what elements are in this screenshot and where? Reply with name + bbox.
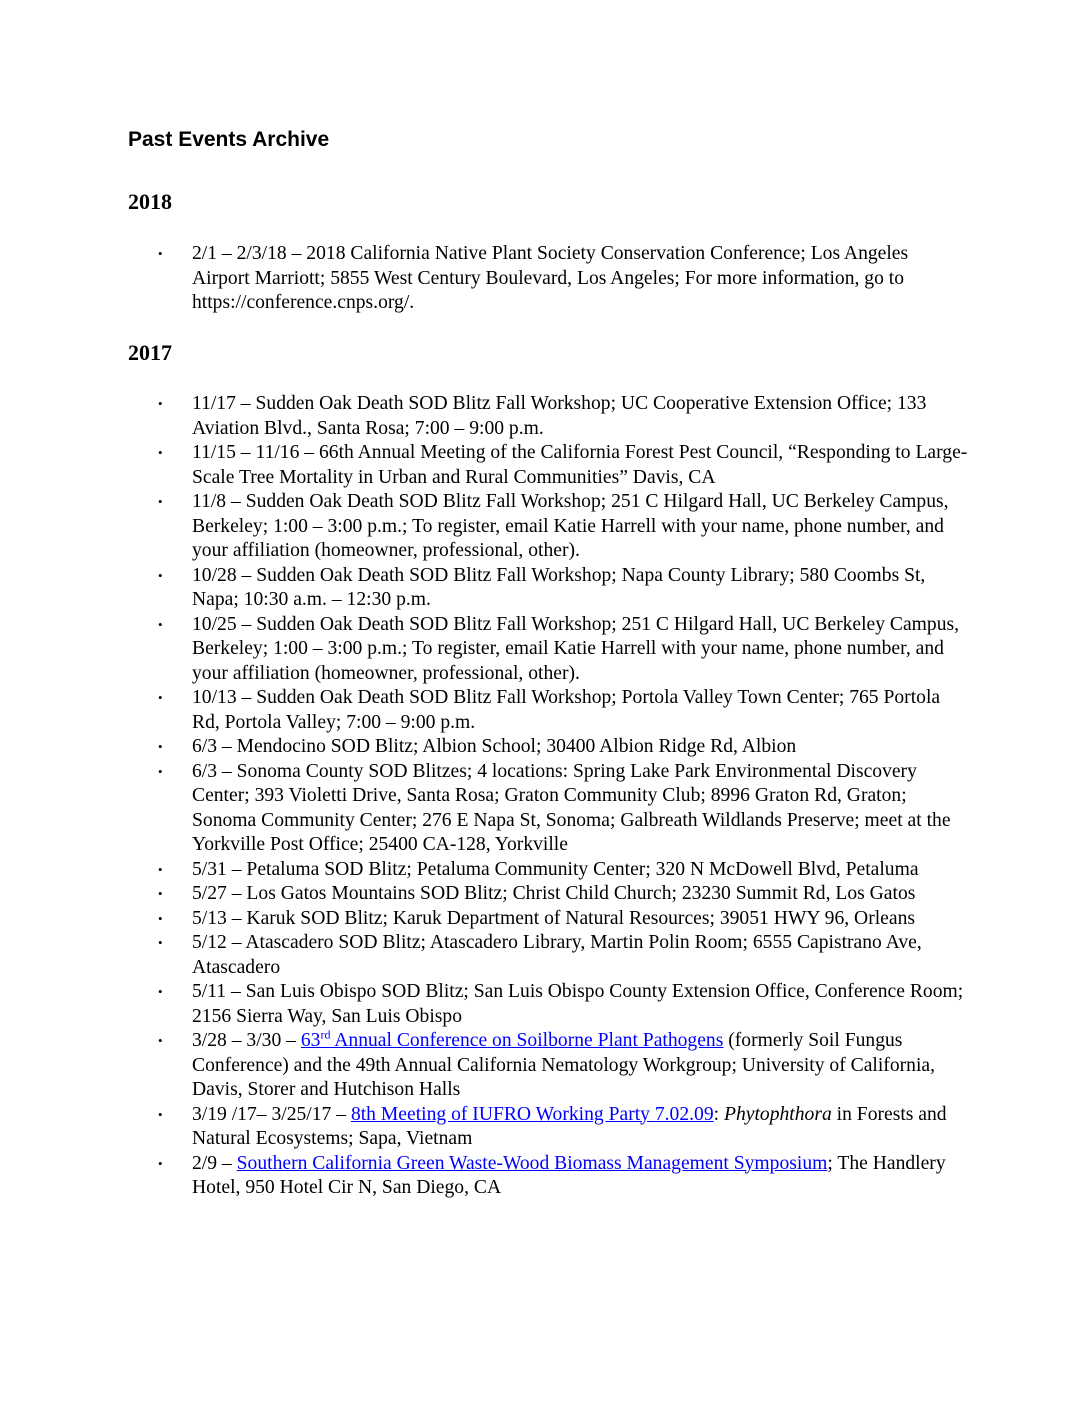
list-item: • 2/9 – Southern California Green Waste-Wood Biomass Management Symposium; The Handlery Hotel, 950 Hotel Cir N, San Diego, CA bbox=[158, 1152, 946, 1198]
list-item: • 10/25 – Sudden Oak Death SOD Blitz Fall Workshop; 251 C Hilgard Hall, UC Berkeley Campus, Berkeley; 1:00 – 3:00 p.m.; To register, email Katie Harrell with your name, phone number, and your affiliation (homeowner, professional, other). bbox=[158, 613, 960, 684]
list-item: • 11/17 – Sudden Oak Death SOD Blitz Fall Workshop; UC Cooperative Extension Office; 133 Aviation Blvd., Santa Rosa; 7:00 – 9:00 p.m. bbox=[158, 393, 927, 439]
bullet-icon: • bbox=[158, 1106, 163, 1122]
iufro-meeting-link[interactable]: 8th Meeting of IUFRO Working Party 7.02.09 bbox=[350, 1103, 714, 1125]
list-item: • 3/28 – 3/30 – 63rd Annual Conference on Soilborne Plant Pathogens (formerly Soil Fungus Conference) and the 49th Annual California Nematology Workgroup; University of California, Davis, Storer and Hutchison Halls bbox=[158, 1027, 935, 1100]
bullet-icon: • bbox=[158, 567, 163, 583]
list-item: • 5/11 – San Luis Obispo SOD Blitz; San Luis Obispo County Extension Office, Conference Room; 2156 Sierra Way, San Luis Obispo bbox=[158, 981, 964, 1027]
event-list-2017 bbox=[128, 392, 968, 1201]
list-item: • 10/13 – Sudden Oak Death SOD Blitz Fall Workshop; Portola Valley Town Center; 765 Portola Rd, Portola Valley; 7:00 – 9:00 p.m. bbox=[158, 687, 941, 733]
list-item: • 11/15 – 11/16 – 66th Annual Meeting of the California Forest Pest Council, “Responding to Large-Scale Tree Mortality in Urban and Rural Communities” Davis, CA bbox=[158, 442, 968, 488]
bullet-icon: • bbox=[158, 886, 163, 901]
bullet-icon: • bbox=[158, 1033, 163, 1048]
bullet-icon: • bbox=[158, 739, 163, 754]
bullet-icon: • bbox=[158, 246, 163, 261]
bullet-icon: • bbox=[158, 494, 163, 509]
list-item: • 2/1 – 2/3/18 – 2018 California Native Plant Society Conservation Conference; Los Angeles Airport Marriott; 5855 West Century Boulevard, Los Angeles; For more information, go to https://conference.cnps.org/. bbox=[158, 243, 909, 313]
soilborne-conference-link[interactable]: 63rd Annual Conference on Soilborne Plant Pathogens bbox=[300, 1027, 724, 1051]
list-item: • 5/27 – Los Gatos Mountains SOD Blitz; Christ Child Church; 23230 Summit Rd, Los Gatos bbox=[128, 882, 968, 907]
list-item: • 10/28 – Sudden Oak Death SOD Blitz Fall Workshop; Napa County Library; 580 Coombs St, Napa; 10:30 a.m. – 12:30 p.m. bbox=[158, 564, 926, 610]
year-heading-2017: 2017 bbox=[128, 340, 172, 365]
bullet-icon: • bbox=[158, 690, 163, 705]
bullet-icon: • bbox=[158, 1155, 163, 1171]
biomass-symposium-link[interactable]: Southern California Green Waste-Wood Biomass Management Symposium bbox=[236, 1152, 828, 1174]
bullet-icon: • bbox=[158, 396, 163, 411]
bullet-icon: • bbox=[158, 616, 163, 632]
list-item: • 5/12 – Atascadero SOD Blitz; Atascadero Library, Martin Polin Room; 6555 Capistrano Ave, Atascadero bbox=[158, 932, 922, 978]
bullet-icon: • bbox=[158, 763, 163, 779]
page-title: Past Events Archive bbox=[128, 128, 330, 151]
bullet-icon: • bbox=[158, 445, 163, 460]
list-item: • 6/3 – Sonoma County SOD Blitzes; 4 locations: Spring Lake Park Environmental Discovery Center; 393 Violetti Drive, Santa Rosa; Graton Community Club; 8996 Graton Rd, Graton; Sonoma Community Center; 276 E Napa St, Sonoma; Galbreath Wildlands Preserve; meet at the Yorkville Post Office; 25400 CA-128, Yorkville bbox=[158, 760, 951, 855]
bullet-icon: • bbox=[158, 910, 163, 926]
list-item: • 11/8 – Sudden Oak Death SOD Blitz Fall Workshop; 251 C Hilgard Hall, UC Berkeley Campus, Berkeley; 1:00 – 3:00 p.m.; To register, email Katie Harrell with your name, phone number, and your affiliation (homeowner, professional, other). bbox=[158, 491, 949, 561]
list-item: • 5/31 – Petaluma SOD Blitz; Petaluma Community Center; 320 N McDowell Blvd, Petaluma bbox=[128, 858, 968, 883]
event-list-2018 bbox=[128, 242, 968, 316]
list-item: • 6/3 – Mendocino SOD Blitz; Albion School; 30400 Albion Ridge Rd, Albion bbox=[128, 735, 968, 760]
list-item: • 3/19 /17– 3/25/17 – 8th Meeting of IUFRO Working Party 7.02.09: Phytophthora in Forests and Natural Ecosystems; Sapa, Vietnam bbox=[158, 1103, 947, 1149]
year-heading-2018: 2018 bbox=[128, 189, 172, 214]
bullet-icon: • bbox=[158, 861, 163, 877]
bullet-icon: • bbox=[158, 935, 163, 950]
list-item: • 5/13 – Karuk SOD Blitz; Karuk Department of Natural Resources; 39051 HWY 96, Orleans bbox=[128, 907, 968, 932]
bullet-icon: • bbox=[158, 984, 163, 999]
